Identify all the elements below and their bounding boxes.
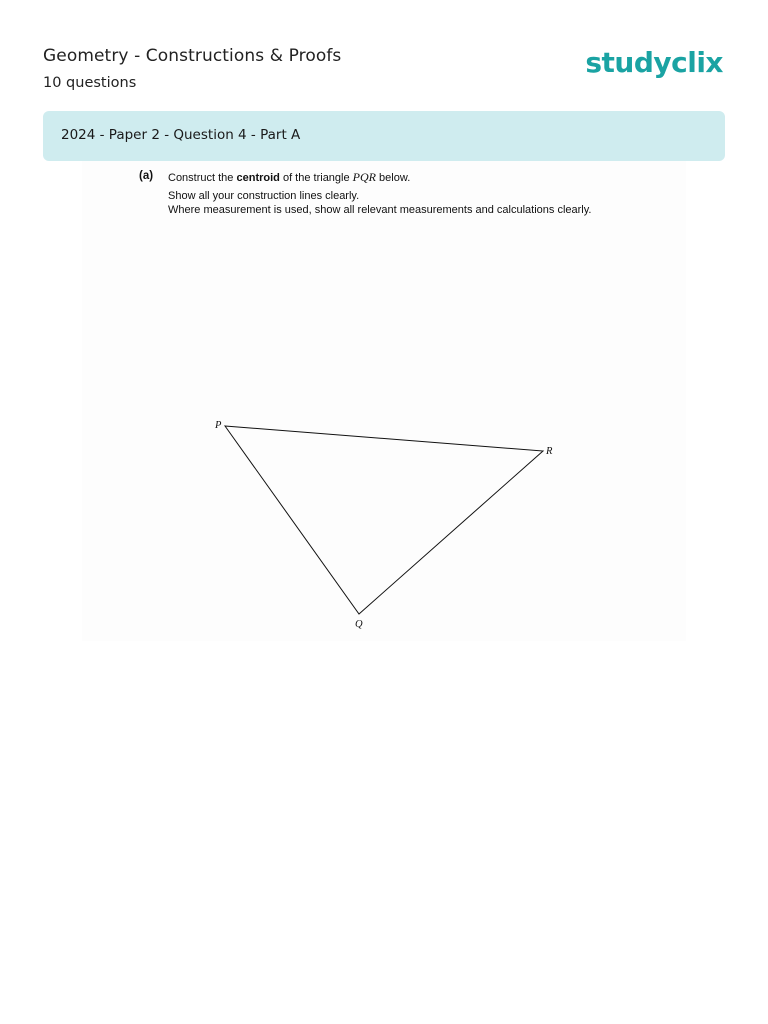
vertex-label-r: R	[546, 446, 553, 457]
triangle-name: PQR	[352, 170, 376, 184]
instruction-text-end: below.	[376, 172, 411, 184]
instruction-text-middle: of the triangle	[279, 172, 353, 184]
part-label: (a)	[139, 170, 154, 182]
question-count: 10 questions	[43, 75, 137, 91]
question-panel	[82, 161, 686, 641]
vertex-label-q: Q	[355, 619, 363, 630]
studyclix-logo: studyclix	[585, 46, 723, 79]
instruction-bold-term: centroid	[236, 172, 280, 184]
triangle-pqr	[225, 426, 543, 614]
question-banner-label: 2024 - Paper 2 - Question 4 - Part A	[61, 127, 301, 143]
vertex-label-p: P	[215, 420, 222, 431]
question-banner	[43, 111, 725, 161]
instruction-text-start: Construct the	[168, 172, 237, 184]
instruction-construction-lines: Show all your construction lines clearly.	[168, 190, 360, 202]
topic-title: Geometry - Constructions & Proofs	[43, 46, 342, 66]
triangle-pqr-figure	[82, 161, 686, 641]
instruction-measurement: Where measurement is used, show all relevant measurements and calculations clearly.	[168, 204, 592, 216]
